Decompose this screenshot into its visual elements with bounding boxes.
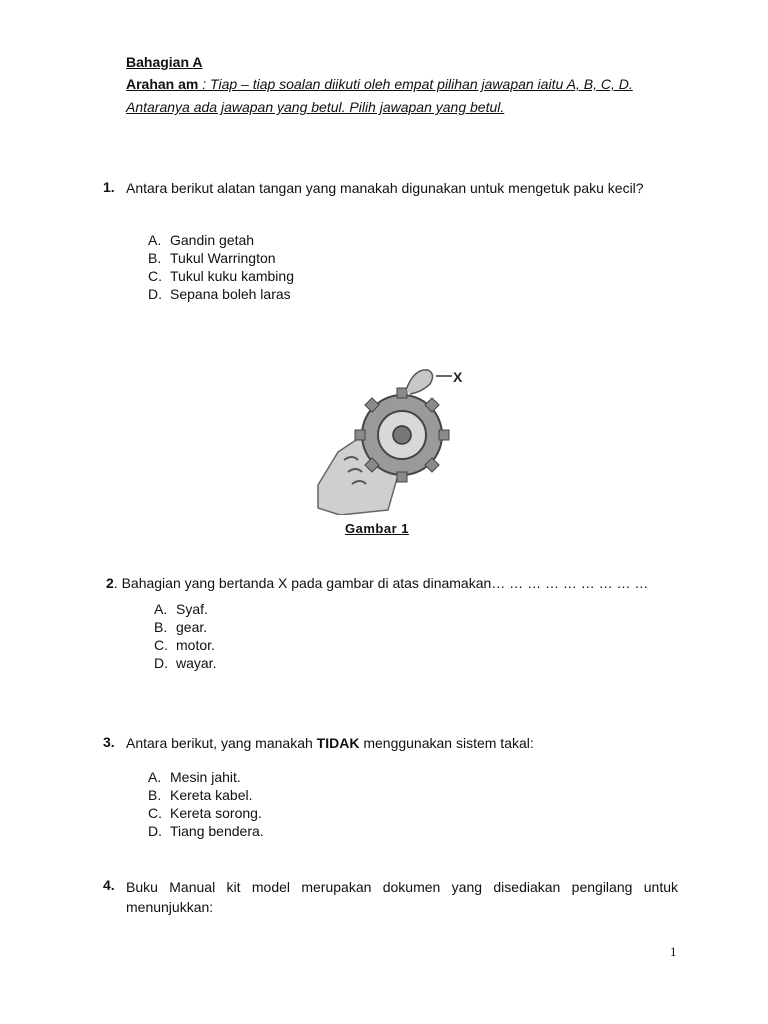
question-3-number: 3. <box>103 734 115 750</box>
general-instructions <box>126 73 686 119</box>
question-1-options <box>148 231 294 303</box>
option-a[interactable]: A. Syaf. <box>154 601 208 617</box>
gear-drawing <box>310 360 470 515</box>
question-2-number: 2 <box>106 575 114 591</box>
option-b[interactable]: B. Kereta kabel. <box>148 787 253 803</box>
question-3-options <box>148 768 264 840</box>
option-d[interactable]: D. Sepana boleh laras <box>148 286 291 302</box>
option-c[interactable]: C. Kereta sorong. <box>148 805 262 821</box>
gear-illustration <box>310 360 470 515</box>
option-c[interactable]: C. motor. <box>154 637 215 653</box>
gear-icon <box>355 388 449 482</box>
question-4-number: 4. <box>103 877 115 893</box>
option-b[interactable]: B. Tukul Warrington <box>148 250 276 266</box>
marker-x-label: X <box>453 369 463 385</box>
question-3-text: Antara berikut, yang manakah TIDAK menggunakan sistem takal: <box>126 735 534 751</box>
option-b[interactable]: B. gear. <box>154 619 208 635</box>
question-1-text: Antara berikut alatan tangan yang manakah digunakan untuk mengetuk paku kecil? <box>126 180 644 196</box>
question-2-text: . Bahagian yang bertanda X pada gambar di atas dinamakan… … … … … … … … … <box>113 575 649 591</box>
page-number: 1 <box>670 944 677 959</box>
emphasis-tidak: TIDAK <box>316 735 360 751</box>
option-a[interactable]: A. Gandin getah <box>148 232 255 248</box>
instruction-text: Tiap – tiap soalan diikuti oleh empat pilihan jawapan iaitu A, B, C, D. Antaranya ada jawapan yang betul. Pilih jawapan yang betul. <box>126 76 633 115</box>
option-c[interactable]: C. Tukul kuku kambing <box>148 268 294 284</box>
question-2-options <box>154 600 216 672</box>
instruction-colon: : <box>198 76 207 92</box>
option-d[interactable]: D. wayar. <box>154 655 217 671</box>
question-1-number: 1. <box>103 179 115 195</box>
question-4-text: Buku Manual kit model merupakan dokumen yang disediakan pengilang untuk menunjukkan: <box>126 879 678 915</box>
instruction-label: Arahan am <box>126 76 199 92</box>
option-a[interactable]: A. Mesin jahit. <box>148 769 241 785</box>
question-2 <box>106 574 666 592</box>
option-d[interactable]: D. Tiang bendera. <box>148 823 264 839</box>
section-title: Bahagian A <box>126 54 203 70</box>
shaft <box>406 370 433 394</box>
figure-caption: Gambar 1 <box>345 521 409 536</box>
